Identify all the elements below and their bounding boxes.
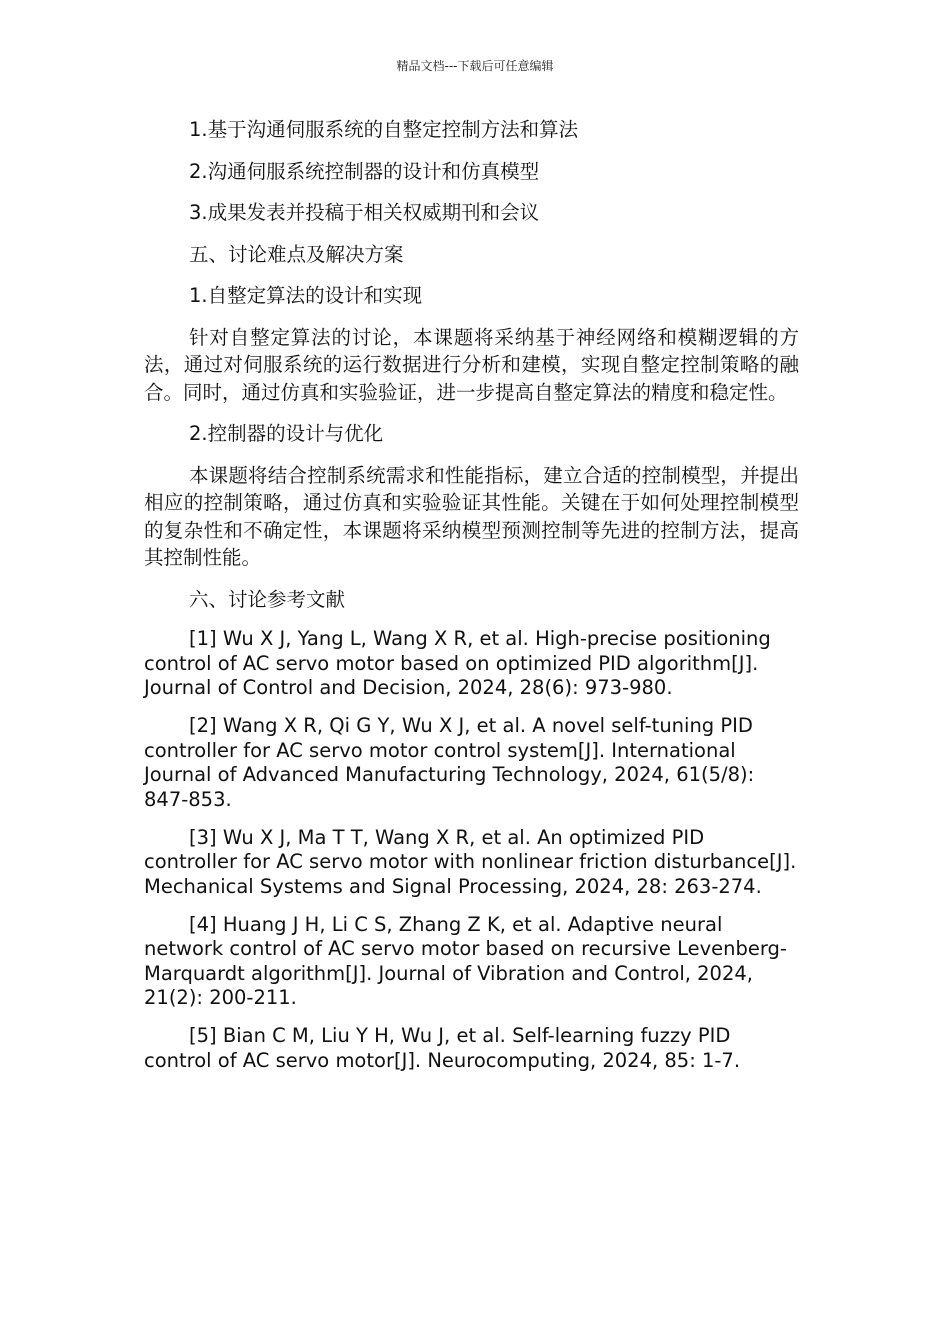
- section-heading-references: 六、讨论参考文献: [189, 587, 346, 611]
- paragraph-self-tuning: 针对自整定算法的讨论，本课题将采纳基于神经网络和模糊逻辑的方法，通过对伺服系统的运行数据进行分析和建模，实现自整定控制策略的融合。同时，通过仿真和实验验证，进一步提高自整定算法的精度和稳定性。: [144, 325, 799, 404]
- outcome-item: 3.成果发表并投稿于相关权威期刊和会议: [189, 201, 540, 224]
- document-body: [144, 116, 799, 1087]
- section-heading-difficulties: 五、讨论难点及解决方案: [189, 242, 404, 266]
- reference-item: [1] Wu X J, Yang L, Wang X R, et al. High-precise positioning control of AC servo motor based on optimized PID algorithm[J]. Journal of Control and Decision, 2024, 28(6): 973-980.: [144, 627, 771, 699]
- subsection-title-self-tuning: 1.自整定算法的设计和实现: [189, 284, 423, 307]
- reference-item: [5] Bian C M, Liu Y H, Wu J, et al. Self-learning fuzzy PID control of AC servo motor[J]. Neurocomputing, 2024, 85: 1-7.: [144, 1024, 741, 1072]
- subsection-title-controller: 2.控制器的设计与优化: [189, 422, 384, 445]
- reference-item: [2] Wang X R, Qi G Y, Wu X J, et al. A novel self-tuning PID controller for AC servo motor control system[J]. International Journal of Advanced Manufacturing Technology, 2024, 61(5/8): 847-853.: [144, 714, 755, 811]
- reference-item: [3] Wu X J, Ma T T, Wang X R, et al. An optimized PID controller for AC servo motor with nonlinear friction disturbance[J]. Mechanical Systems and Signal Processing, 2024, 28: 263-274.: [144, 825, 797, 898]
- page-header: 精品文档---下载后可任意编辑: [396, 59, 554, 73]
- paragraph-controller: 本课题将结合控制系统需求和性能指标，建立合适的控制模型，并提出相应的控制策略，通过仿真和实验验证其性能。关键在于如何处理控制模型的复杂性和不确定性，本课题将采纳模型预测控制等先进的控制方法，提高其控制性能。: [144, 463, 799, 569]
- outcome-item: 2.沟通伺服系统控制器的设计和仿真模型: [189, 159, 540, 183]
- reference-item: [4] Huang J H, Li C S, Zhang Z K, et al. Adaptive neural network control of AC servo motor based on recursive Levenberg-Marquardt algorithm[J]. Journal of Vibration and Control, 2024, 21(2): 200-211.: [144, 912, 787, 1009]
- outcome-item: 1.基于沟通伺服系统的自整定控制方法和算法: [189, 118, 579, 141]
